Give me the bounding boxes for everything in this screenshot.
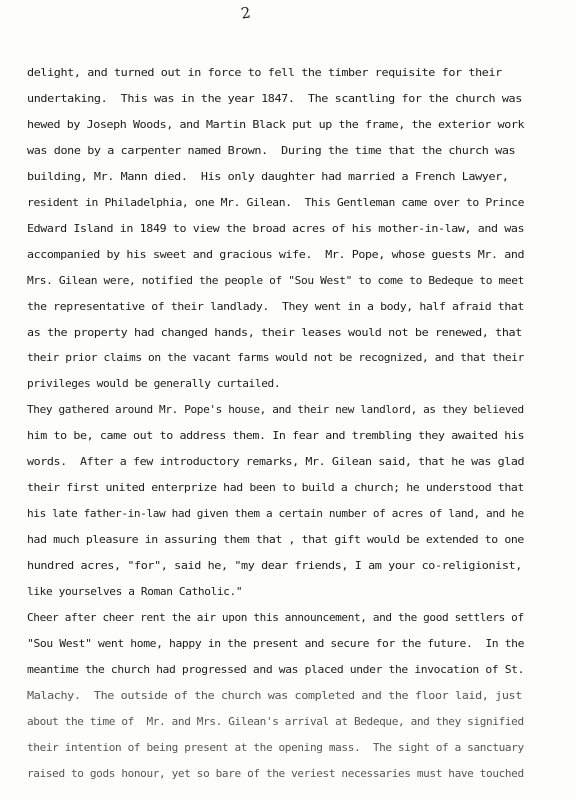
text-line: meantime the church had progressed and was placed under the invocation of St.	[27, 663, 525, 676]
text-line: Mrs. Gilean were, notified the people of "Sou West" to come to Bedeque to meet	[27, 274, 524, 287]
text-line: about the time of Mr. and Mrs. Gilean's arrival at Bedeque, and they signified	[27, 715, 524, 728]
text-line: resident in Philadelphia, one Mr. Gilean. This Gentleman came over to Prince	[27, 196, 525, 209]
text-line: their intention of being present at the opening mass. The sight of a sanctuary	[27, 741, 524, 754]
text-line: their prior claims on the vacant farms would not be recognized, and that their	[27, 352, 524, 365]
text-line: "Sou West" went home, happy in the present and secure for the future. In the	[27, 637, 525, 650]
text-line: accompanied by his sweet and gracious wife. Mr. Pope, whose guests Mr. and	[27, 248, 525, 261]
text-line: undertaking. This was in the year 1847. The scantling for the church was	[27, 93, 522, 105]
text-line: Cheer after cheer rent the air upon this announcement, and the good settlers of	[27, 611, 524, 624]
text-line: hundred acres, "for", said he, "my dear friends, I am your co-religionist,	[27, 560, 522, 572]
text-line: his late father-in-law had given them a certain number of acres of land, and he	[27, 508, 524, 521]
text-line: They gathered around Mr. Pope's house, and their new landlord, as they believed	[27, 404, 524, 417]
text-line: had much pleasure in assuring them that , that gift would be extended to one	[27, 534, 524, 547]
text-line: hewed by Joseph Woods, and Martin Black put up the frame, the exterior work	[27, 118, 525, 131]
text-line: Malachy. The outside of the church was completed and the floor laid, just	[27, 689, 522, 702]
text-line: the representative of their landlady. They went in a body, half afraid that	[27, 300, 524, 313]
text-line: raised to gods honour, yet so bare of the veriest necessaries must have touched	[27, 767, 524, 780]
page-number: 2	[239, 3, 252, 23]
text-line: him to be, came out to address them. In fear and trembling they awaited his	[27, 430, 525, 443]
text-line: Edward Island in 1849 to view the broad acres of his mother-in-law, and was	[27, 222, 525, 235]
text-line: delight, and turned out in force to fell the timber requisite for their	[27, 67, 502, 79]
text-line: building, Mr. Mann died. His only daughter had married a French Lawyer,	[27, 170, 509, 183]
text-line: privileges would be generally curtailed.	[27, 378, 281, 391]
text-line: words. After a few introductory remarks, Mr. Gilean said, that he was glad	[27, 456, 525, 469]
text-line: as the property had changed hands, their leases would not be renewed, that	[27, 326, 522, 339]
text-line: like yourselves a Roman Catholic."	[27, 586, 243, 598]
text-line: their first united enterprize had been to build a church; he understood that	[27, 482, 524, 495]
text-line: was done by a carpenter named Brown. During the time that the church was	[27, 144, 516, 157]
